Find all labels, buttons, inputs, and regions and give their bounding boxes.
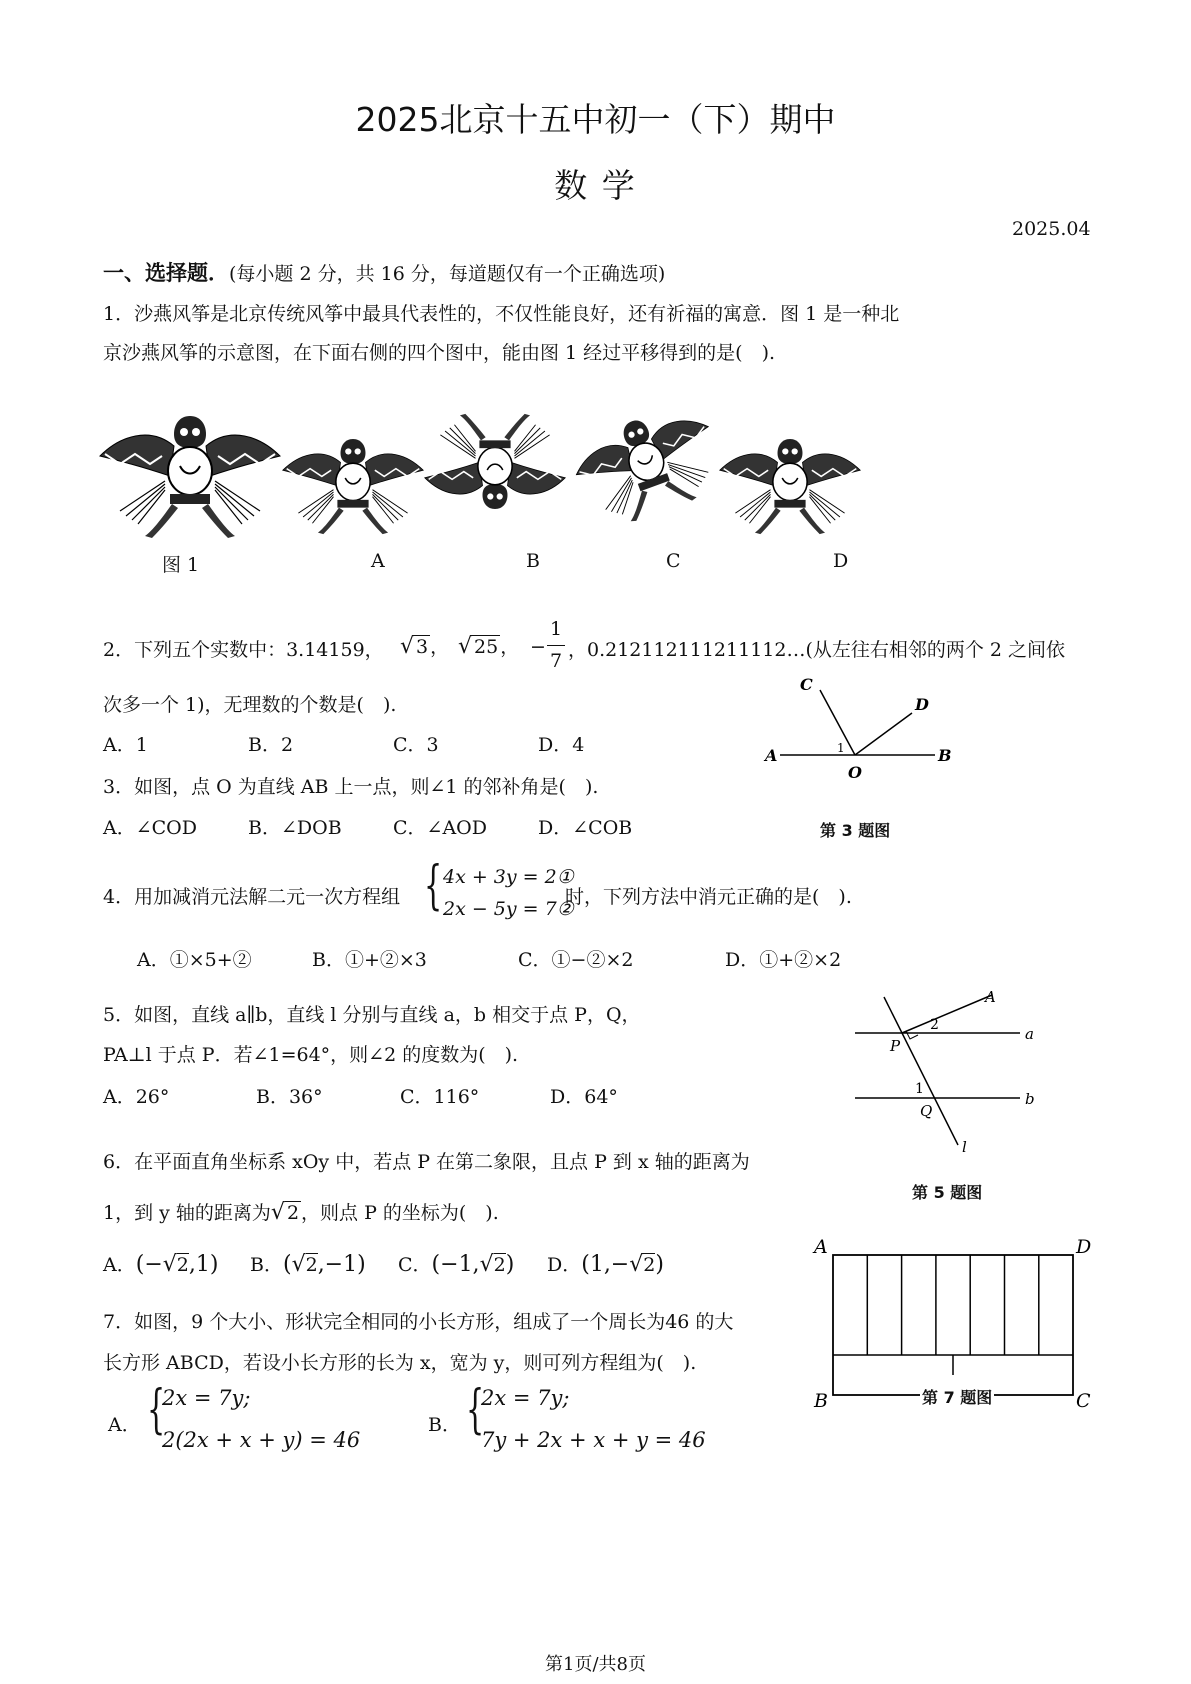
- q2-sqrt25-radicand: 25: [474, 636, 499, 658]
- q6-option-c: C．(−1,√2): [398, 1252, 515, 1277]
- q1-line2: 京沙燕风筝的示意图，在下面右侧的四个图中，能由图 1 经过平移得到的是( ).: [103, 342, 776, 364]
- q3-question: 3．如图，点 O 为直线 AB 上一点，则∠1 的邻补角是( ).: [103, 776, 599, 798]
- q2-option-d: D．4: [538, 734, 585, 756]
- q3-label-d: D: [915, 695, 929, 714]
- q5-fig-caption: 第 5 题图: [912, 1183, 983, 1202]
- q7-option-b-eq2: 7y + 2x + x + y = 46: [481, 1428, 706, 1452]
- q5-ray-pa: [902, 995, 992, 1033]
- q4-option-a: A．①×5+②: [137, 949, 252, 971]
- q7-option-b-label: B．: [428, 1414, 461, 1436]
- q4-option-d: D．①+②×2: [725, 949, 842, 971]
- q5-option-a: A．26°: [103, 1086, 170, 1108]
- q7-fig-caption: 第 7 题图: [920, 1385, 994, 1408]
- q5-label-q: Q: [920, 1102, 933, 1120]
- q7-option-b-eq1: 2x = 7y;: [481, 1386, 570, 1410]
- q1-line1: 1．沙燕风筝是北京传统风筝中最具代表性的，不仅性能良好，还有祈福的寓意．图 1 是一种北: [103, 303, 900, 325]
- kite-option-c: [566, 397, 730, 534]
- q6-line2-post: ，则点 P 的坐标为( ).: [301, 1202, 499, 1224]
- exam-date: 2025.04: [1012, 218, 1091, 240]
- q7-option-b-brace: {: [466, 1380, 485, 1440]
- q4-eq2: 2x − 5y = 7②: [443, 898, 574, 920]
- kite-option-d: [720, 439, 860, 534]
- kite-label-a: A: [371, 550, 385, 572]
- q7-label-b: B: [814, 1390, 828, 1410]
- kite-label-c: C: [666, 550, 681, 572]
- q2-sqrt25: √ 25 ，: [458, 634, 520, 659]
- q5-right-angle: [906, 1031, 918, 1039]
- q3-option-a: A．∠COD: [103, 817, 197, 839]
- section-title: 一、选择题．: [103, 261, 229, 285]
- kite-option-a: [283, 439, 423, 534]
- kite-label-d: D: [833, 550, 849, 572]
- section-note: (每小题 2 分，共 16 分，每道题仅有一个正确选项): [229, 263, 666, 285]
- page-number: 第1页/共8页: [545, 1654, 646, 1675]
- q5-label-1: 1: [915, 1081, 924, 1097]
- q3-figure: [760, 670, 960, 780]
- q7-line1: 7．如图，9 个大小、形状完全相同的小长方形，组成了一个周长为46 的大: [103, 1311, 734, 1333]
- q3-fig-caption: 第 3 题图: [820, 821, 891, 840]
- q5-line1: 5．如图，直线 a∥b，直线 l 分别与直线 a，b 相交于点 P，Q，: [103, 1004, 641, 1026]
- q5-option-d: D．64°: [550, 1086, 618, 1108]
- q3-option-d: D．∠COB: [538, 817, 633, 839]
- q5-line-l: [884, 997, 958, 1145]
- q5-figure: [840, 985, 1040, 1155]
- q6-line2-pre: 1，到 y 轴的距离为: [103, 1202, 271, 1224]
- q7-label-d: D: [1076, 1236, 1092, 1258]
- kite-figures: [95, 388, 975, 543]
- q6-option-a: A．(−√2,1): [103, 1252, 219, 1277]
- kite-label-fig1: 图 1: [162, 554, 200, 576]
- q3-option-b: B．∠DOB: [248, 817, 342, 839]
- q2-neg: −: [530, 636, 546, 658]
- q7-small-rect-dividers: [833, 1255, 1073, 1375]
- q2-prefix: 2．下列五个实数中：3.14159，: [103, 639, 384, 661]
- q4-option-b: B．①+②×3: [312, 949, 427, 971]
- q7-label-a: A: [814, 1236, 828, 1258]
- q2-sqrt3-radicand: 3: [416, 636, 429, 658]
- q7-label-c: C: [1076, 1390, 1091, 1410]
- subject-title: 数 学: [554, 166, 637, 205]
- q2-sqrt3: √ 3 ，: [400, 634, 450, 659]
- q5-label-2: 2: [930, 1017, 939, 1033]
- q7-figure: [800, 1235, 1095, 1410]
- q5-label-l: l: [962, 1138, 967, 1155]
- q7-line2: 长方形 ABCD，若设小长方形的长为 x，宽为 y，则可列方程组为( ).: [103, 1352, 697, 1374]
- q5-line2: PA⊥l 于点 P．若∠1=64°，则∠2 的度数为( ).: [103, 1044, 519, 1066]
- q4-option-c: C．①−②×2: [518, 949, 634, 971]
- q6-line2-radicand: 2: [286, 1202, 300, 1224]
- q5-label-a-line: a: [1025, 1025, 1034, 1043]
- q5-label-b-line: b: [1025, 1090, 1035, 1108]
- q6-option-b: B．(√2,−1): [250, 1252, 366, 1277]
- q7-option-a-eq2: 2(2x + x + y) = 46: [162, 1428, 361, 1452]
- q3-label-b: B: [938, 746, 952, 765]
- q7-option-a-brace: {: [147, 1380, 166, 1440]
- q7-option-a-eq1: 2x = 7y;: [162, 1386, 251, 1410]
- q2-frac-num: 1: [549, 618, 563, 640]
- q3-label-c: C: [800, 675, 813, 694]
- section-heading: [103, 257, 665, 287]
- q5-option-b: B．36°: [256, 1086, 323, 1108]
- q2-frac-bar: [547, 645, 565, 646]
- q5-label-p: P: [890, 1037, 901, 1055]
- q3-ray-od: [855, 713, 912, 755]
- q6-line2: 1，到 y 轴的距离为√ 2 ，则点 P 的坐标为( ).: [103, 1200, 499, 1225]
- q4-brace: {: [424, 856, 443, 916]
- q4-prefix: 4．用加减消元法解二元一次方程组: [103, 886, 401, 908]
- q2-option-c: C．3: [393, 734, 439, 756]
- q3-option-c: C．∠AOD: [393, 817, 487, 839]
- q2-frac-den: 7: [549, 650, 563, 672]
- q6-option-d: D．(1,−√2): [547, 1252, 664, 1277]
- q5-option-c: C．116°: [400, 1086, 480, 1108]
- q7-option-a-label: A．: [108, 1414, 141, 1436]
- kite-label-b: B: [526, 550, 540, 572]
- kite-option-b: [425, 414, 565, 509]
- q3-label-1: 1: [837, 741, 845, 755]
- q2-line2: 次多一个 1)，无理数的个数是( ).: [103, 694, 397, 716]
- q2-option-b: B．2: [248, 734, 294, 756]
- q4-suffix: 时，下列方法中消元正确的是( ).: [565, 886, 852, 908]
- q2-suffix: ，0.212112111211112…(从左往右相邻的两个 2 之间依: [568, 639, 1066, 661]
- q6-line1: 6．在平面直角坐标系 xOy 中，若点 P 在第二象限，且点 P 到 x 轴的距离为: [103, 1151, 750, 1173]
- q3-label-o: O: [848, 763, 862, 780]
- q2-option-a: A．1: [103, 734, 148, 756]
- kite-figure-1: [100, 416, 280, 538]
- q4-eq1: 4x + 3y = 2①: [443, 866, 574, 888]
- page-title: 2025北京十五中初一（下）期中: [355, 100, 836, 139]
- q3-label-a: A: [765, 746, 778, 765]
- q5-label-a-point: A: [985, 988, 996, 1006]
